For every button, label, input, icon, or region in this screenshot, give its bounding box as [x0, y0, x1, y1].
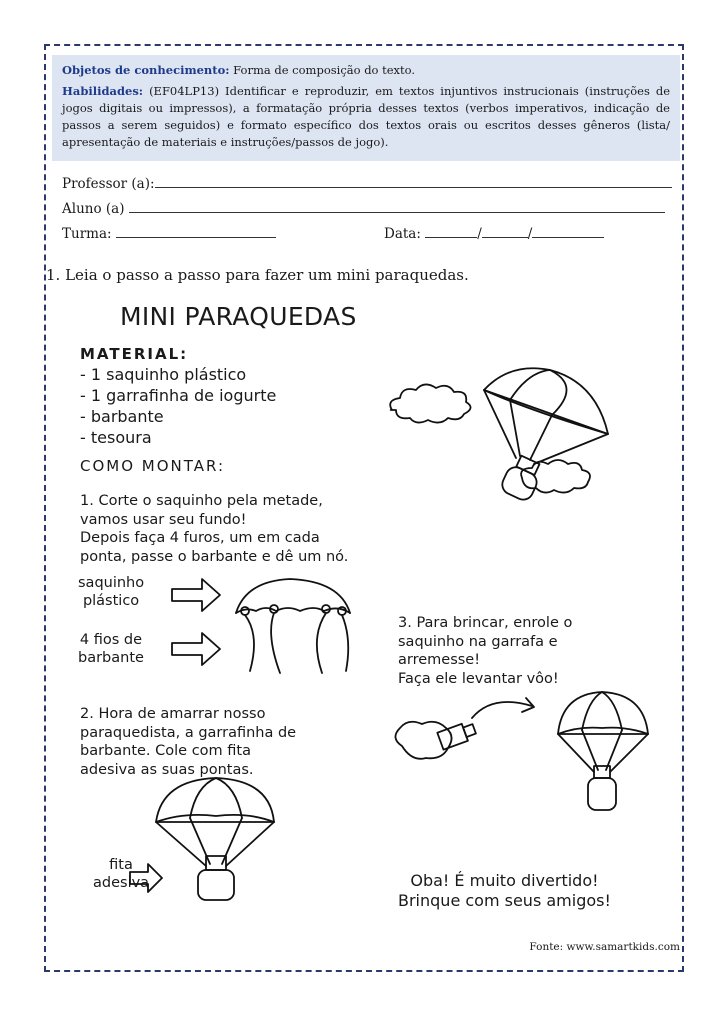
step2-illustration — [150, 776, 310, 906]
objetos-label: Objetos de conhecimento: — [62, 63, 230, 77]
canopy-seam — [216, 778, 242, 818]
turma-line[interactable] — [116, 223, 276, 238]
step-1-line: vamos usar seu fundo! — [80, 511, 247, 528]
step-3-line: Faça ele levantar vôo! — [398, 670, 559, 687]
skills-box — [52, 55, 680, 161]
closing-line: Oba! É muito divertido! — [410, 871, 599, 890]
material-item: - barbante — [80, 407, 164, 426]
string — [271, 613, 280, 673]
arrow-right-icon — [172, 579, 220, 611]
cloud-right — [521, 460, 590, 493]
question-1: 1. Leia o passo a passo para fazer um mini paraquedas. — [46, 266, 469, 284]
aluno-line[interactable] — [129, 198, 665, 213]
step-3-line: arremesse! — [398, 652, 481, 668]
parachute-clouds-illustration — [382, 360, 682, 520]
canopy-edge — [156, 815, 274, 822]
step-1-line: Depois faça 4 furos, um em cada — [80, 530, 320, 546]
step3-illustration — [382, 688, 682, 828]
string — [582, 730, 598, 770]
label-fios-line: barbante — [78, 650, 144, 666]
closing-message — [398, 871, 611, 911]
step-2-line: 2. Hora de amarrar nosso — [80, 706, 266, 722]
como-montar-heading: COMO MONTAR: — [80, 457, 226, 475]
step-3 — [398, 614, 572, 688]
string — [317, 613, 326, 673]
step-3-line: 3. Para brincar, enrole o — [398, 615, 573, 631]
step-2-line: adesiva as suas pontas. — [80, 761, 254, 778]
material-item: - tesoura — [80, 428, 152, 447]
turma-field[interactable] — [62, 223, 276, 242]
aluno-field[interactable] — [62, 198, 665, 217]
habilidades-line — [62, 83, 670, 151]
label-fios — [78, 631, 144, 667]
step1-illustration — [170, 575, 370, 675]
step-1 — [80, 492, 348, 566]
step-2 — [80, 705, 296, 779]
string — [222, 818, 242, 864]
string — [226, 822, 274, 866]
objetos-text: Forma de composição do texto. — [233, 63, 416, 77]
professor-field[interactable] — [62, 173, 672, 192]
material-heading: MATERIAL: — [80, 345, 189, 363]
objetos-line — [62, 62, 670, 79]
bottle-body — [198, 870, 234, 900]
string — [606, 730, 622, 770]
material-item: - 1 garrafinha de iogurte — [80, 386, 277, 405]
label-saquinho — [78, 574, 144, 610]
data-year-line[interactable] — [532, 223, 604, 238]
canopy-seam — [602, 692, 622, 730]
turma-label: Turma: — [62, 226, 112, 242]
canopy — [484, 368, 608, 434]
activity-title: MINI PARAQUEDAS — [120, 302, 357, 331]
arrow-right-icon — [172, 633, 220, 665]
professor-line[interactable] — [155, 173, 672, 188]
closing-line: Brinque com seus amigos! — [398, 891, 611, 910]
curved-arrow-icon — [472, 702, 532, 718]
data-label: Data: — [384, 226, 421, 242]
canopy-edge — [558, 728, 648, 734]
data-day-line[interactable] — [425, 223, 477, 238]
string — [190, 818, 210, 864]
rolled-bag — [395, 722, 451, 759]
string — [530, 415, 552, 460]
string — [245, 615, 254, 671]
source-credit: Fonte: www.samartkids.com — [529, 941, 680, 953]
string — [342, 615, 348, 671]
canopy-seam — [582, 692, 602, 730]
step-1-line: ponta, passe o barbante e dê um nó. — [80, 548, 349, 565]
label-saquinho-line: plástico — [82, 593, 140, 609]
step-1-line: 1. Corte o saquinho pela metade, — [80, 493, 323, 509]
material-item: - 1 saquinho plástico — [80, 365, 247, 384]
bag-edge — [236, 608, 350, 613]
bottle-body — [588, 778, 616, 810]
habilidades-label: Habilidades: — [62, 84, 144, 98]
canopy-seam — [510, 370, 550, 400]
cloud-left — [390, 384, 470, 422]
label-fita-line: fita — [109, 857, 133, 873]
data-month-line[interactable] — [482, 223, 528, 238]
data-field[interactable]: Data: / / — [384, 223, 604, 242]
string — [156, 822, 206, 866]
string — [610, 734, 648, 772]
step-2-line: barbante. Cole com fita — [80, 743, 251, 759]
professor-label: Professor (a): — [62, 176, 155, 192]
label-saquinho-line: saquinho — [78, 575, 145, 591]
canopy-seam — [550, 370, 567, 415]
label-fita — [93, 856, 149, 892]
aluno-label: Aluno (a) — [62, 201, 125, 217]
step-2-line: paraquedista, a garrafinha de — [80, 724, 297, 741]
canopy-seam — [190, 778, 216, 818]
string — [534, 434, 608, 464]
habilidades-text: (EF04LP13) Identificar e reproduzir, em textos injuntivos instrucionais (instruções de jogos digitais ou impressos), a formatação própria desses textos (verbos imperativos, indicação de passos a serem seguidos) e formato específico dos textos orais ou escritos desses gêneros (lista/ apresentação de materiais e instruções/passos de jogo). — [62, 84, 671, 149]
step-3-line: saquinho na garrafa e — [398, 633, 558, 650]
material-list — [80, 364, 276, 448]
label-fios-line: 4 fios de — [79, 632, 143, 648]
string — [558, 734, 594, 772]
label-fita-line: adesiva — [93, 875, 150, 891]
